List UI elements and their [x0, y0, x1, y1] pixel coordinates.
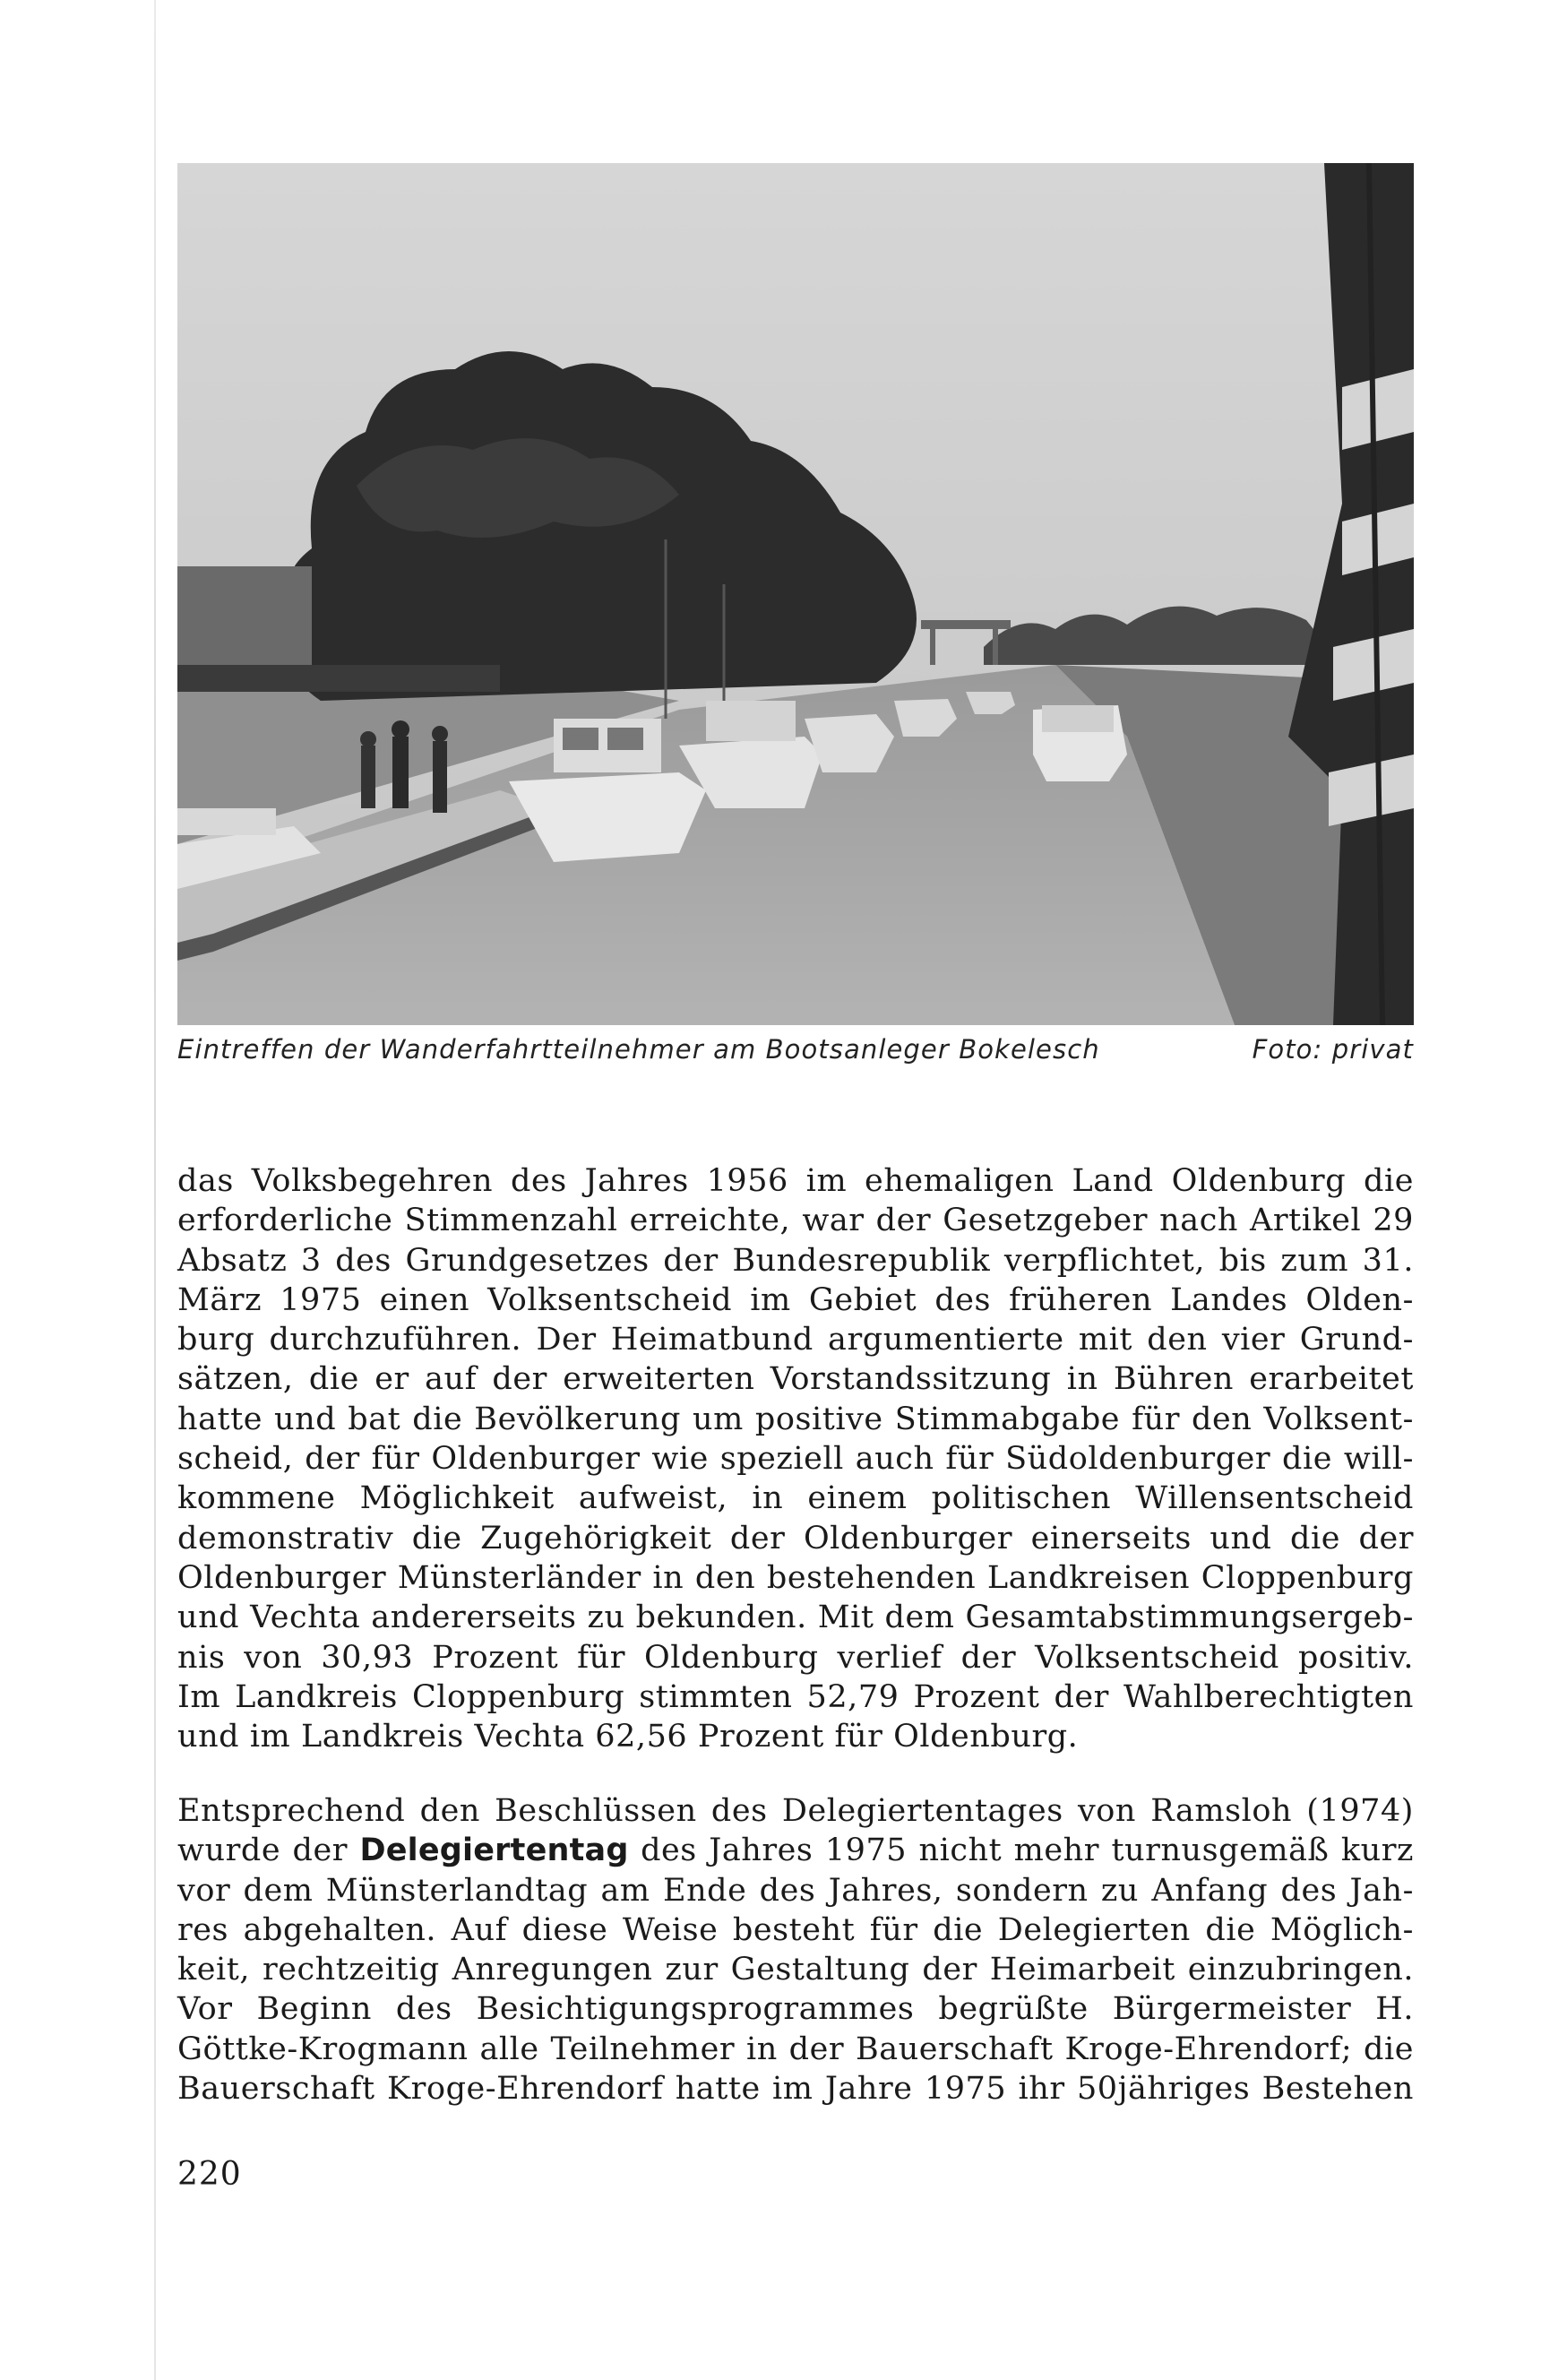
emphasis-delegiertentag: Delegiertentag	[359, 1832, 629, 1869]
text-line: keit, rechtzeitig Anregungen zur Gestaltung der Heimarbeit einzubringen.	[177, 1952, 1414, 1988]
text-line: und im Landkreis Vechta 62,56 Prozent für Oldenburg.	[177, 1719, 1079, 1755]
text-line: scheid, der für Oldenburger wie speziell auch für Südoldenburger die will-	[177, 1441, 1414, 1478]
text-fragment: wurde der	[177, 1832, 360, 1869]
text-line: und Vechta andererseits zu bekunden. Mit dem Gesamtabstimmungsergeb-	[177, 1600, 1414, 1636]
text-line: Göttke-Krogmann alle Teilnehmer in der Bauerschaft Kroge-Ehrendorf; die	[177, 2031, 1414, 2067]
margin-rule	[154, 0, 156, 2380]
text-line: burg durchzuführen. Der Heimatbund argumentierte mit den vier Grund-	[177, 1322, 1414, 1358]
text-fragment: des Jahres 1975 nicht mehr turnusgemäß kurz	[628, 1832, 1414, 1869]
photo-illustration	[177, 163, 1414, 1025]
text-line: Entsprechend den Beschlüssen des Delegiertentages von Ramsloh (1974)	[177, 1793, 1414, 1829]
page-number: 220	[177, 2156, 242, 2193]
text-line: vor dem Münsterlandtag am Ende des Jahres, sondern zu Anfang des Jah-	[177, 1872, 1414, 1909]
text-line: erforderliche Stimmenzahl erreichte, war der Gesetzgeber nach Artikel 29	[177, 1203, 1414, 1239]
text-line: März 1975 einen Volksentscheid im Gebiet des früheren Landes Olden-	[177, 1281, 1414, 1318]
text-line: res abgehalten. Auf diese Weise besteht für die Delegierten die Möglich-	[177, 1911, 1414, 1948]
photo-caption: Eintreffen der Wanderfahrtteilnehmer am Bootsanleger Bokelesch	[177, 1034, 1100, 1065]
text-line: Im Landkreis Cloppenburg stimmten 52,79 Prozent der Wahlberechtigten	[177, 1678, 1414, 1715]
text-line: nis von 30,93 Prozent für Oldenburg verlief der Volksentscheid positiv.	[177, 1639, 1414, 1676]
photo-credit: Foto: privat	[1252, 1034, 1414, 1065]
text-line: demonstrativ die Zugehörigkeit der Oldenburger einerseits und die der	[177, 1520, 1414, 1556]
text-line: Vor Beginn des Besichtigungsprogrammes begrüßte Bürgermeister H.	[177, 1991, 1414, 2028]
text-line: Absatz 3 des Grundgesetzes der Bundesrepublik verpflichtet, bis zum 31.	[177, 1242, 1414, 1279]
text-line: hatte und bat die Bevölkerung um positive Stimmabgabe für den Volksent-	[177, 1401, 1414, 1437]
photo-canal-boats	[177, 163, 1414, 1025]
photo-caption-row	[177, 1034, 1414, 1079]
text-line: Bauerschaft Kroge-Ehrendorf hatte im Jahre 1975 ihr 50jähriges Bestehen	[177, 2071, 1414, 2108]
text-line-with-emphasis	[177, 1831, 1414, 1870]
text-line: Oldenburger Münsterländer in den bestehenden Landkreisen Cloppenburg	[177, 1559, 1414, 1596]
text-line: sätzen, die er auf der erweiterten Vorstandssitzung in Bühren erarbeitet	[177, 1361, 1414, 1398]
text-line: kommene Möglichkeit aufweist, in einem politischen Willensentscheid	[177, 1480, 1414, 1517]
text-line: das Volksbegehren des Jahres 1956 im ehemaligen Land Oldenburg die	[177, 1163, 1414, 1199]
paragraph-2	[177, 1791, 1414, 2108]
paragraph-1	[177, 1161, 1414, 1756]
